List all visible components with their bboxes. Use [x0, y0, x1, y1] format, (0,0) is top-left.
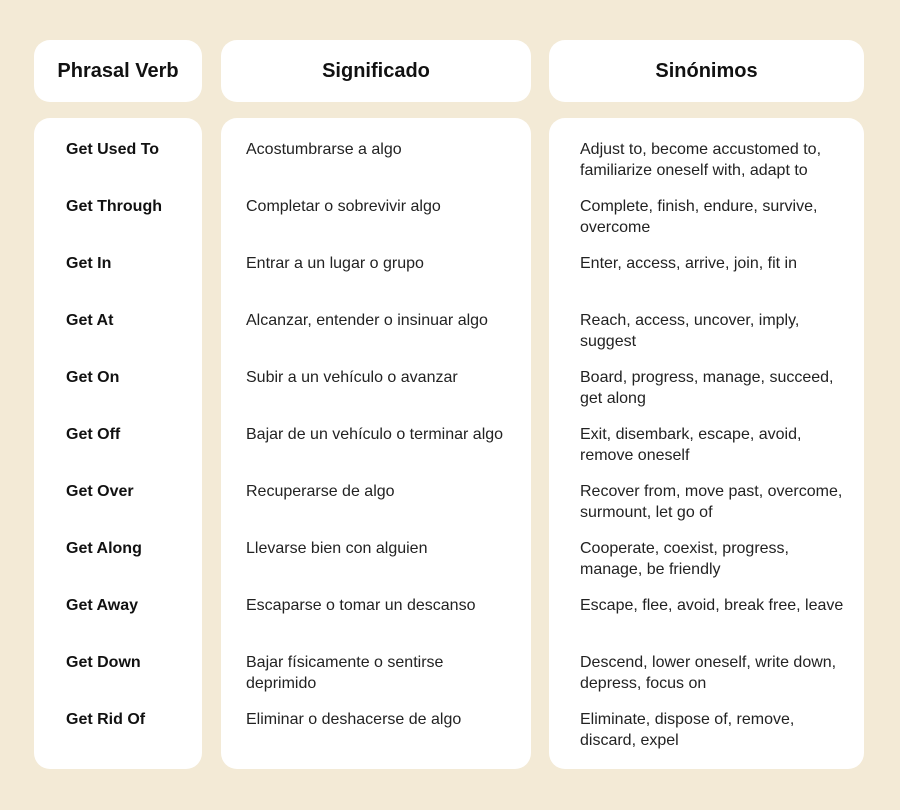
phrasal-verb-cell: Get Used To: [66, 141, 160, 158]
sinonimos-cell: Escape, flee, avoid, break free, leave: [580, 597, 844, 614]
header-phrasal-verb-label: Phrasal Verb: [57, 59, 179, 82]
sinonimos-cell: Cooperate, coexist, progress, manage, be friendly: [580, 540, 789, 578]
sinonimos-cell: Recover from, move past, overcome, surmount, let go of: [580, 483, 843, 521]
phrasal-verb-cell: Get Off: [66, 426, 121, 443]
significado-cell: Acostumbrarse a algo: [246, 141, 402, 158]
sinonimos-cell: Exit, disembark, escape, avoid, remove oneself: [580, 426, 802, 464]
significado-cell: Escaparse o tomar un descanso: [246, 597, 476, 614]
header-sinonimos: [549, 40, 864, 102]
header-significado-label: Significado: [322, 59, 430, 82]
sinonimos-column: [549, 118, 864, 769]
phrasal-verb-cell: Get Rid Of: [66, 711, 146, 728]
sinonimos-cell: Descend, lower oneself, write down, depress, focus on: [580, 654, 837, 692]
significado-cell: Completar o sobrevivir algo: [246, 198, 441, 215]
significado-cell: Bajar físicamente o sentirse deprimido: [246, 654, 444, 692]
phrasal-verb-column: [34, 118, 202, 769]
sinonimos-cell: Eliminate, dispose of, remove, discard, expel: [580, 711, 795, 749]
phrasal-verb-cell: Get On: [66, 369, 120, 386]
significado-cell: Alcanzar, entender o insinuar algo: [246, 312, 488, 329]
phrasal-verb-cell: Get Away: [66, 597, 139, 614]
significado-cell: Llevarse bien con alguien: [246, 540, 428, 557]
significado-cell: Recuperarse de algo: [246, 483, 395, 500]
significado-cell: Eliminar o deshacerse de algo: [246, 711, 462, 728]
phrasal-verb-cell: Get Down: [66, 654, 141, 671]
sinonimos-cell: Reach, access, uncover, imply, suggest: [580, 312, 800, 350]
header-significado: [221, 40, 531, 102]
significado-cell: Subir a un vehículo o avanzar: [246, 369, 458, 386]
phrasal-verb-cell: Get In: [66, 255, 112, 272]
phrasal-verb-cell: Get Along: [66, 540, 142, 557]
phrasal-verb-cell: Get Through: [66, 198, 162, 215]
phrasal-verb-cell: Get Over: [66, 483, 134, 500]
sinonimos-cell: Complete, finish, endure, survive, overcome: [580, 198, 818, 236]
significado-cell: Entrar a un lugar o grupo: [246, 255, 424, 272]
header-sinonimos-label: Sinónimos: [655, 59, 758, 82]
sinonimos-cell: Board, progress, manage, succeed, get along: [580, 369, 834, 407]
significado-column: [221, 118, 531, 769]
phrasal-verb-cell: Get At: [66, 312, 114, 329]
sinonimos-cell: Enter, access, arrive, join, fit in: [580, 255, 797, 272]
sinonimos-cell: Adjust to, become accustomed to, familiarize oneself with, adapt to: [580, 141, 822, 179]
significado-cell: Bajar de un vehículo o terminar algo: [246, 426, 504, 443]
header-phrasal-verb: [34, 40, 202, 102]
